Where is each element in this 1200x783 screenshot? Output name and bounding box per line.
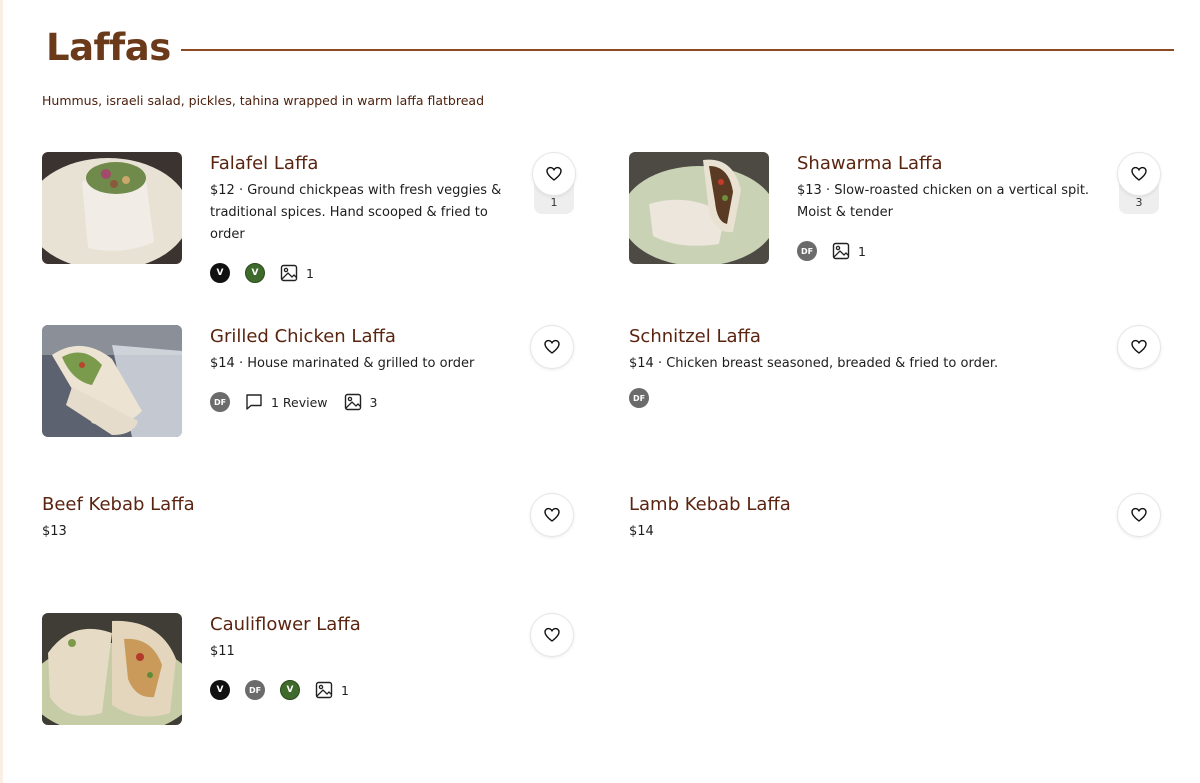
vegetarian-badge: V (245, 263, 265, 283)
favorite-button[interactable] (530, 613, 574, 657)
photos-count[interactable] (315, 681, 349, 699)
vegan-badge: V (210, 263, 230, 283)
item-name[interactable]: Falafel Laffa (210, 153, 319, 174)
heart-icon (1131, 166, 1147, 182)
favorite-control[interactable] (532, 152, 576, 209)
item-description: $12 · Ground chickpeas with fresh veggies & traditional spices. Hand scooped & fried to order (210, 183, 502, 242)
favorite-control[interactable] (1117, 152, 1161, 209)
dairy-free-badge: DF (245, 680, 265, 700)
dietary-badges (210, 262, 516, 284)
menu-item[interactable] (629, 493, 1163, 553)
image-icon (280, 264, 298, 282)
heart-icon (1131, 339, 1147, 355)
photos-count[interactable] (832, 242, 866, 260)
item-description: $14 · Chicken breast seasoned, breaded & fried to order. (629, 356, 999, 371)
heart-icon (544, 339, 560, 355)
menu-item[interactable] (42, 493, 576, 553)
favorite-button[interactable] (1117, 493, 1161, 537)
favorite-button[interactable] (1117, 152, 1161, 196)
favorite-control[interactable] (530, 493, 574, 537)
dairy-free-badge: DF (629, 388, 649, 408)
favorite-control[interactable] (1117, 493, 1161, 537)
dietary-badges (210, 679, 520, 701)
dietary-badges (629, 387, 1099, 409)
menu-item[interactable] (629, 325, 1163, 445)
menu-item[interactable] (42, 325, 576, 445)
item-description: $14 (629, 524, 654, 539)
photos-count-value: 1 (306, 265, 314, 281)
image-icon (315, 681, 333, 699)
photos-count-value: 3 (369, 394, 378, 410)
item-description: $14 · House marinated & grilled to order (210, 356, 475, 371)
title-divider (181, 49, 1174, 51)
photos-count[interactable] (344, 393, 378, 411)
favorite-control[interactable] (530, 613, 574, 657)
section-header (46, 22, 1174, 72)
favorite-button[interactable] (532, 152, 576, 196)
reviews-count[interactable] (245, 393, 328, 411)
menu-item[interactable] (629, 152, 1163, 272)
page-edge (0, 0, 3, 783)
dairy-free-badge: DF (210, 392, 230, 412)
item-description: $11 (210, 644, 235, 659)
favorite-control[interactable] (1117, 325, 1161, 369)
dietary-badges (797, 240, 1107, 262)
vegan-badge: V (210, 680, 230, 700)
item-name[interactable]: Schnitzel Laffa (629, 326, 761, 347)
item-name[interactable]: Grilled Chicken Laffa (210, 326, 396, 347)
favorite-count: 3 (1135, 196, 1143, 209)
favorite-control[interactable] (530, 325, 574, 369)
photos-count-value: 1 (341, 682, 349, 698)
item-description: $13 · Slow-roasted chicken on a vertical spit. Moist & tender (797, 183, 1090, 220)
item-name[interactable]: Lamb Kebab Laffa (629, 494, 791, 515)
item-description: $13 (42, 524, 67, 539)
photos-count-value: 1 (858, 243, 866, 259)
heart-icon (544, 507, 560, 523)
item-name[interactable]: Shawarma Laffa (797, 153, 943, 174)
section-description: Hummus, israeli salad, pickles, tahina wrapped in warm laffa flatbread (42, 93, 484, 108)
heart-icon (1131, 507, 1147, 523)
image-icon (344, 393, 362, 411)
heart-icon (544, 627, 560, 643)
item-photo[interactable] (42, 152, 182, 264)
menu-item[interactable] (42, 613, 576, 733)
item-photo[interactable] (42, 613, 182, 725)
section-title: Laffas (46, 25, 171, 69)
vegetarian-badge: V (280, 680, 300, 700)
favorite-button[interactable] (1117, 325, 1161, 369)
item-name[interactable]: Cauliflower Laffa (210, 614, 361, 635)
favorite-button[interactable] (530, 493, 574, 537)
favorite-button[interactable] (530, 325, 574, 369)
dairy-free-badge: DF (797, 241, 817, 261)
heart-icon (546, 166, 562, 182)
reviews-count-value: 1 Review (271, 394, 328, 410)
item-name[interactable]: Beef Kebab Laffa (42, 494, 195, 515)
item-photo[interactable] (42, 325, 182, 437)
comment-icon (245, 393, 263, 411)
dietary-badges (210, 391, 520, 413)
item-photo[interactable] (629, 152, 769, 264)
photos-count[interactable] (280, 264, 314, 282)
favorite-count: 1 (550, 196, 558, 209)
image-icon (832, 242, 850, 260)
menu-item[interactable] (42, 152, 576, 281)
